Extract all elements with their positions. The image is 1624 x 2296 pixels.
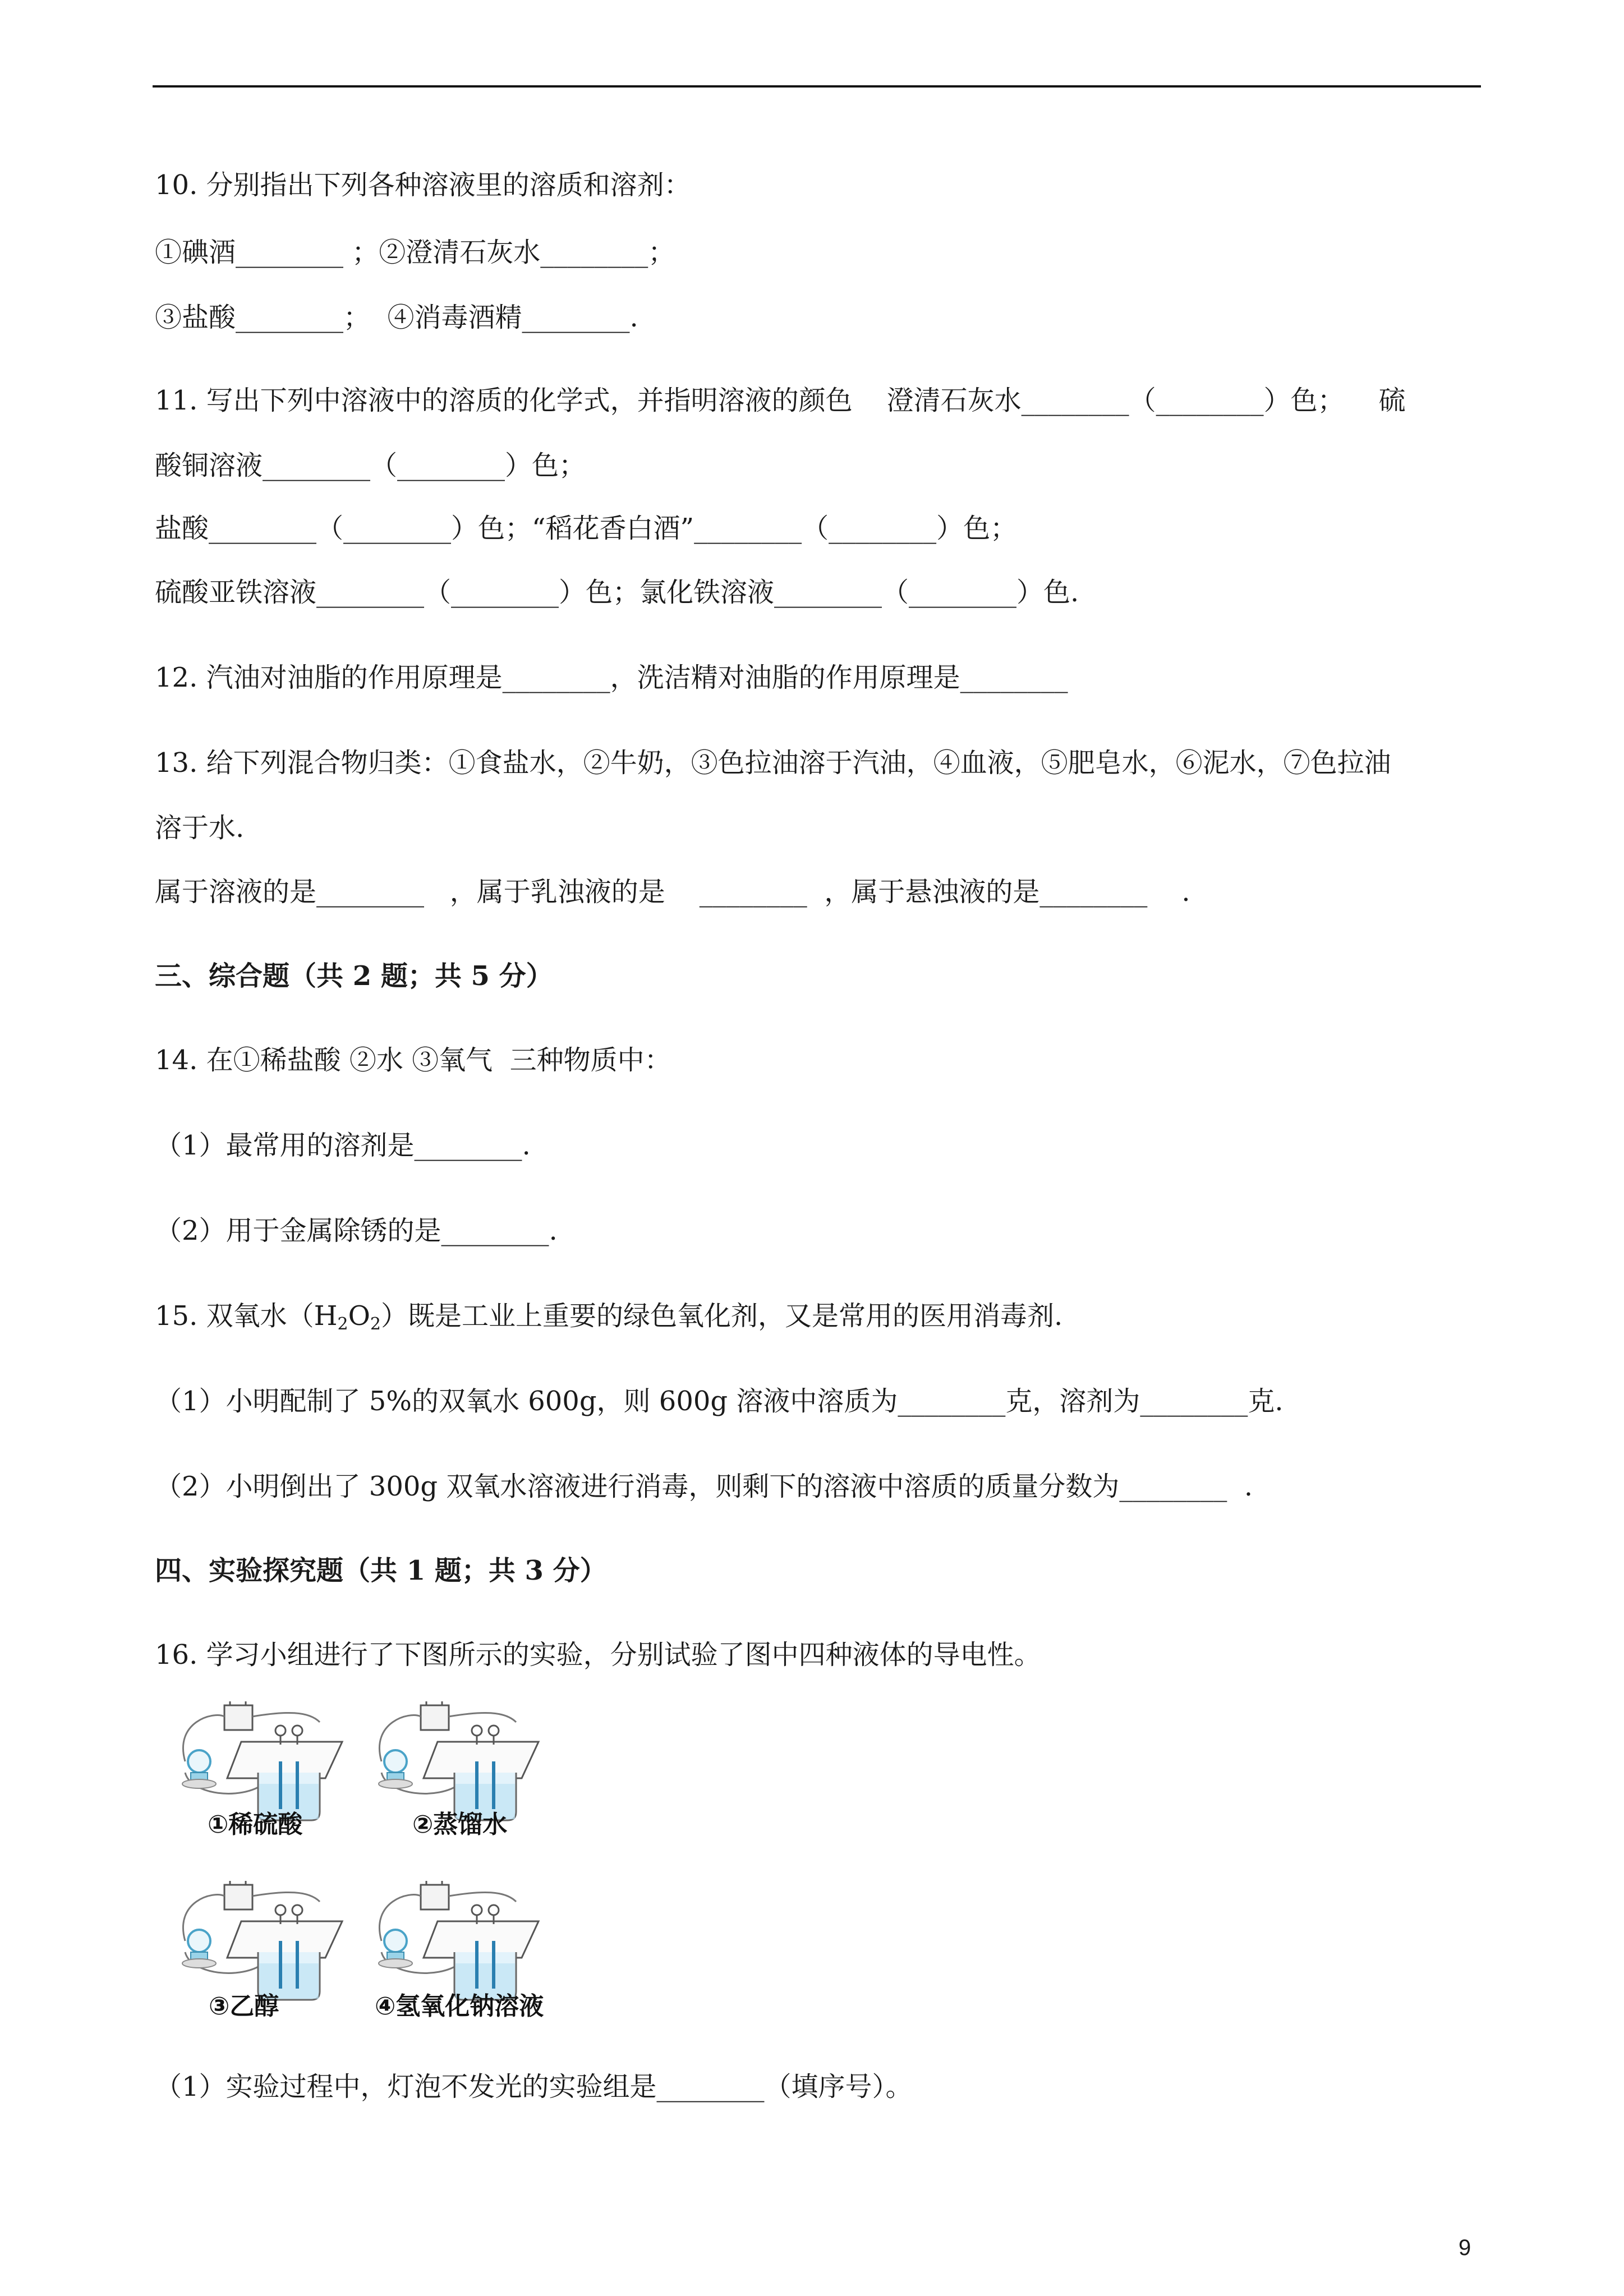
caption-dilute-sulfuric-acid: ①稀硫酸 [208,1810,303,1839]
question-10-line-b: ③盐酸________； ④消毒酒精________. [155,302,638,333]
question-13-line-a: 溶于水. [155,812,245,844]
caption-ethanol: ③乙醇 [209,1992,279,2021]
question-13: 13. 给下列混合物归类：①食盐水，②牛奶，③色拉油溶于汽油，④血液，⑤肥皂水，⑥泥水，⑦色拉油 [155,747,1391,779]
question-14-part-2: （2）用于金属除锈的是________. [155,1215,558,1246]
question-11: 11. 写出下列中溶液中的溶质的化学式，并指明溶液的颜色 澄清石灰水________（________）色； 硫 [155,385,1406,416]
page-number: 9 [1459,2235,1471,2260]
question-14: 14. 在①稀盐酸 ②水 ③氧气 三种物质中： [155,1045,671,1076]
section-3-heading: 三、综合题（共 2 题；共 5 分） [155,960,553,992]
question-11-line-b: 盐酸________（________）色；“稻花香白酒”________（________）色； [155,513,1018,544]
question-15-part-2: （2）小明倒出了 300g 双氧水溶液进行消毒，则剩下的溶液中溶质的质量分数为________ . [155,1471,1253,1502]
caption-distilled-water: ②蒸馏水 [412,1810,508,1839]
question-10-line-a: ①碘酒________ ；②澄清石灰水________； [155,237,675,268]
question-16-part-1: （1）实验过程中，灯泡不发光的实验组是________（填序号）。 [155,2071,913,2102]
header-rule [153,85,1481,88]
question-12: 12. 汽油对油脂的作用原理是________，洗洁精对油脂的作用原理是________ [155,662,1068,693]
question-15-part-1: （1）小明配制了 5%的双氧水 600g，则 600g 溶液中溶质为________克，溶剂为________克. [155,1386,1283,1417]
section-4-heading: 四、实验探究题（共 1 题；共 3 分） [155,1555,607,1586]
question-16: 16. 学习小组进行了下图所示的实验，分别试验了图中四种液体的导电性。 [155,1639,1041,1671]
question-10: 10. 分别指出下列各种溶液里的溶质和溶剂： [155,169,691,201]
question-15: 15. 双氧水$(H_2O_2)$既是工业上重要的绿色氧化剂，又是常用的医用消毒剂. [155,1300,1063,1334]
question-13-line-b: 属于溶液的是________ ，属于乳浊液的是 ________ ，属于悬浊液的是________ . [155,876,1190,908]
question-14-part-1: （1）最常用的溶剂是________. [155,1130,531,1161]
question-11-line-a: 酸铜溶液________（________）色； [155,450,586,481]
question-11-line-c: 硫酸亚铁溶液________（________）色；氯化铁溶液________（________）色. [155,577,1079,608]
caption-sodium-hydroxide-solution: ④氢氧化钠溶液 [375,1992,544,2021]
